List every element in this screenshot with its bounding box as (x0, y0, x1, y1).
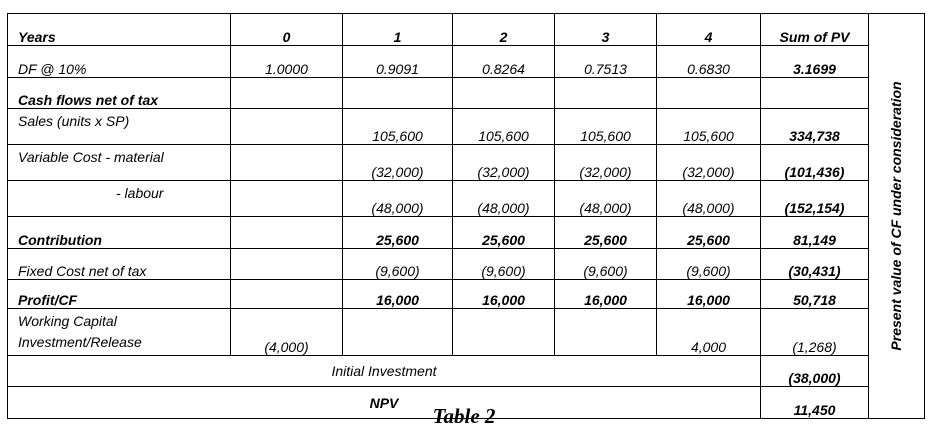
table-cell: (4,000) (231, 309, 343, 356)
table-cell: 25,600 (555, 217, 657, 249)
table-cell: (32,000) (555, 145, 657, 181)
table-caption: Table 2 (432, 404, 496, 428)
header-cell: Sum of PV (761, 14, 869, 46)
table-cell (343, 309, 453, 356)
table-cell: (9,600) (343, 249, 453, 280)
table-cell (231, 249, 343, 280)
table-cell: 25,600 (657, 217, 761, 249)
variable-labour-row (8, 181, 925, 217)
table-cell (555, 309, 657, 356)
table-cell: 0.8264 (453, 46, 555, 78)
table-cell (231, 109, 343, 145)
section-label: Cash flows net of tax (8, 78, 231, 109)
header-cell: Years (8, 14, 231, 46)
row-label: Variable Cost - material (8, 145, 231, 181)
row-label-line: Investment/Release (18, 334, 142, 350)
table-cell: 25,600 (343, 217, 453, 249)
sales-row (8, 109, 925, 145)
sum-cell: 50,718 (761, 280, 869, 309)
table-cell: (48,000) (453, 181, 555, 217)
table-cell: (32,000) (343, 145, 453, 181)
table-cell: (48,000) (343, 181, 453, 217)
working-capital-row (8, 309, 925, 356)
side-label-cell (869, 14, 925, 419)
row-label-line: Working Capital (18, 313, 117, 329)
row-label: Sales (units x SP) (8, 109, 231, 145)
table-cell: 105,600 (453, 109, 555, 145)
row-label: Initial Investment (8, 356, 761, 387)
sum-cell: 11,450 (761, 387, 869, 419)
table-cell: (32,000) (657, 145, 761, 181)
table-cell: 16,000 (453, 280, 555, 309)
sum-cell: 81,149 (761, 217, 869, 249)
row-label: DF @ 10% (8, 46, 231, 78)
table-cell: 0.7513 (555, 46, 657, 78)
row-label: Contribution (8, 217, 231, 249)
table-cell: 16,000 (555, 280, 657, 309)
variable-material-row (8, 145, 925, 181)
cash-flows-row (8, 78, 925, 109)
npv-table (7, 13, 925, 419)
header-cell: 3 (555, 14, 657, 46)
table-cell: (9,600) (555, 249, 657, 280)
table-cell (231, 145, 343, 181)
df-row (8, 46, 925, 78)
table-cell (231, 217, 343, 249)
table-cell: 0.9091 (343, 46, 453, 78)
contribution-row (8, 217, 925, 249)
sum-cell: (1,268) (761, 309, 869, 356)
side-label: Present value of CF under consideration (888, 81, 904, 351)
initial-investment-row (8, 356, 925, 387)
sum-cell: (30,431) (761, 249, 869, 280)
table-cell: (9,600) (657, 249, 761, 280)
sum-cell: (38,000) (761, 356, 869, 387)
fixed-cost-row (8, 249, 925, 280)
table-cell: 0.6830 (657, 46, 761, 78)
table-cell: 1.0000 (231, 46, 343, 78)
header-cell: 2 (453, 14, 555, 46)
row-label: - labour (8, 181, 231, 217)
row-label: NPV (8, 387, 761, 419)
header-cell: 0 (231, 14, 343, 46)
sum-cell: (152,154) (761, 181, 869, 217)
table-cell: (9,600) (453, 249, 555, 280)
table-cell (231, 280, 343, 309)
sum-cell: 3.1699 (761, 46, 869, 78)
table-cell: (32,000) (453, 145, 555, 181)
table-cell: 4,000 (657, 309, 761, 356)
table-cell: 105,600 (343, 109, 453, 145)
header-cell: 4 (657, 14, 761, 46)
row-label: Fixed Cost net of tax (8, 249, 231, 280)
header-row (8, 14, 925, 46)
table-cell: (48,000) (657, 181, 761, 217)
table-cell: 16,000 (343, 280, 453, 309)
row-label (8, 309, 231, 356)
sum-cell: (101,436) (761, 145, 869, 181)
sum-cell: 334,738 (761, 109, 869, 145)
table-cell: 25,600 (453, 217, 555, 249)
table-cell: 105,600 (555, 109, 657, 145)
table-cell (231, 181, 343, 217)
table-cell: 105,600 (657, 109, 761, 145)
profit-row (8, 280, 925, 309)
table-cell (453, 309, 555, 356)
header-cell: 1 (343, 14, 453, 46)
row-label: Profit/CF (8, 280, 231, 309)
table-cell: 16,000 (657, 280, 761, 309)
table-cell: (48,000) (555, 181, 657, 217)
